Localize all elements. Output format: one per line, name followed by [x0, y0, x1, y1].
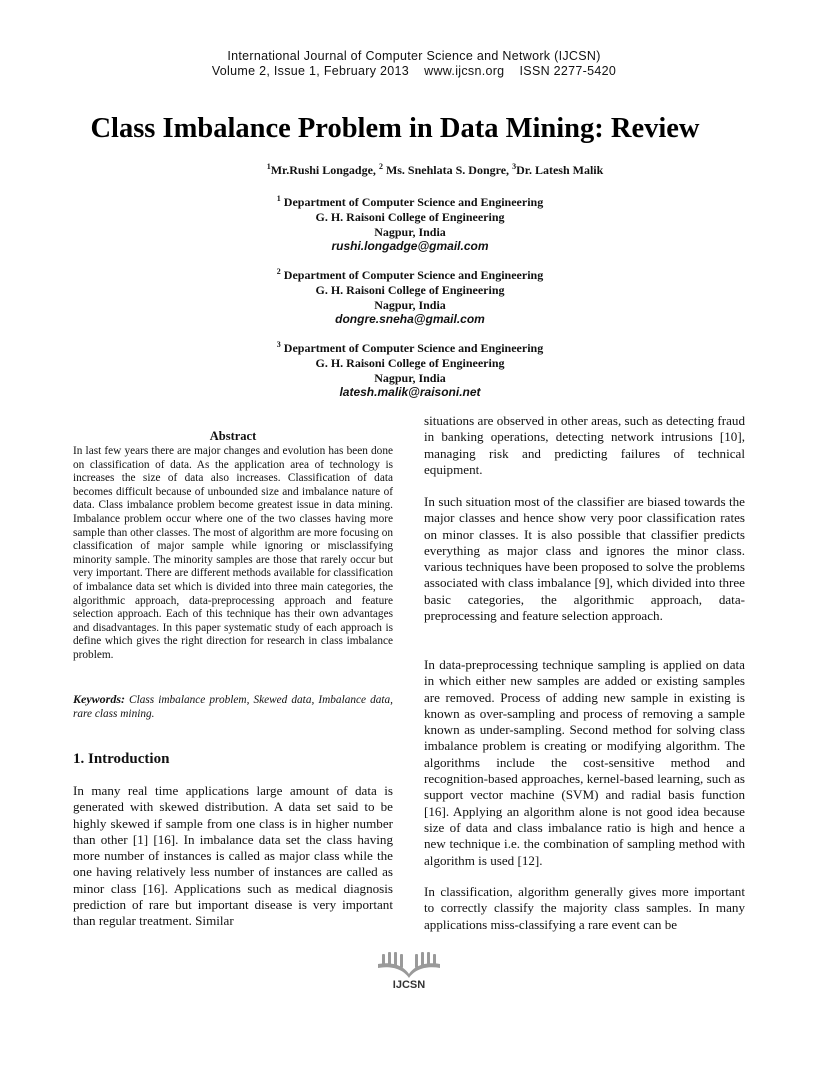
author-3-sup: 3 — [512, 162, 517, 171]
keywords-list: Class imbalance problem, Skewed data, Imbalance data, rare class mining. — [73, 694, 393, 720]
introduction-body: In many real time applications large amount of data is generated with skewed distribution. A data set said to be highly skewed if sample from one class is in higher number than other [1] [16]. In imbalance data set the class having more number of instances is called as major class while the one having relatively less number of instances are called as minor class [16]. Applications such as medical diagnosis prediction of rare but important disease is very important than regular treatment. Similar — [73, 783, 393, 929]
paper-title: Class Imbalance Problem in Data Mining: Review — [90, 113, 700, 144]
keywords — [73, 693, 393, 721]
keywords-label: Keywords: — [73, 692, 125, 706]
right-column-paragraph-4: In classification, algorithm generally gives more important to correctly classify the majority class samples. In many applications miss-classifying a rare event can be — [424, 884, 745, 932]
footer-logo-text: IJCSN — [392, 979, 426, 991]
journal-header-line2: Volume 2, Issue 1, February 2013 www.ijcsn.org ISSN 2277-5420 — [211, 64, 617, 78]
abstract-heading: Abstract — [209, 429, 257, 443]
affiliation-2-sup: 2 — [276, 267, 281, 276]
author-2-sup: 2 — [378, 162, 383, 171]
affiliation-1-dept: Department of Computer Science and Engineering — [280, 195, 544, 209]
affiliation-2-city: Nagpur, India — [374, 297, 446, 312]
right-column-paragraph-2: In such situation most of the classifier are biased towards the major classes and hence show very poor classification rates on minor classes. It is also possible that classifier predicts everything as major class and ignores the minor class. various techniques have been proposed to solve the problems associated with class imbalance [9], which divided into three basic categories, the algorithmic approach, data-preprocessing and feature selection approach. — [424, 494, 745, 624]
affiliation-3-sup: 3 — [276, 340, 281, 349]
affiliation-2-college: G. H. Raisoni College of Engineering — [315, 282, 505, 297]
abstract-body: In last few years there are major changes and evolution has been done on classification of data. As the application area of technology is increases the size of data also increases. Classification of data becomes difficult because of unbounded size and imbalance nature of data. Class imbalance problem become greatest issue in data mining. Imbalance problem occur where one of the two classes having more sample than other classes. The most of algorithm are more focusing on classification of major sample while ignoring or misclassifying minority sample. The minority samples are those that rarely occur but very important. There are different methods available for classification of imbalance data set which is divided into three main categories, the algorithmic approach, data-preprocessing approach and feature selection approach. Each of this technique has their own advantages and disadvantages. In this paper systematic study of each approach is define which gives the right direction for research in class imbalance problem. — [73, 445, 393, 661]
affiliation-3-email-link[interactable]: latesh.malik@raisoni.net — [339, 385, 481, 400]
affiliation-3 — [0, 338, 820, 400]
introduction-heading: 1. Introduction — [73, 751, 170, 767]
author-3-name: Dr. Latesh Malik — [516, 163, 604, 177]
affiliation-1-email-link[interactable]: rushi.longadge@gmail.com — [331, 239, 489, 254]
author-2-name: Ms. Snehlata S. Dongre, — [382, 163, 513, 177]
affiliation-2 — [0, 265, 820, 327]
right-column-paragraph-3: In data-preprocessing technique sampling is applied on data in which either new samples are added or existing samples are removed. Process of adding new sample in existing is known as over-sampling and process of removing a sample known as under-sampling. Second method for solving class imbalance problem is creating or modifying algorithm. The algorithms include the cost-sensitive method and recognition-based approaches, kernel-based learning, such as support vector machine (SVM) and radial basis function [16]. Applying an algorithm alone is not good idea because size of data and class imbalance ratio is high and hence a new technique i.e. the combination of sampling method with algorithm is used [12]. — [424, 657, 745, 868]
affiliation-1 — [0, 192, 820, 254]
affiliation-1-sup: 1 — [276, 194, 281, 203]
author-1-name: Mr.Rushi Longadge, — [270, 163, 379, 177]
right-column-paragraph-1: situations are observed in other areas, such as detecting fraud in banking operations, detecting network intrusions [10], managing risk and predicting failures of technical equipment. — [424, 413, 745, 477]
affiliation-3-dept: Department of Computer Science and Engineering — [280, 341, 544, 355]
affiliation-2-email-link[interactable]: dongre.sneha@gmail.com — [335, 312, 485, 327]
affiliation-1-college: G. H. Raisoni College of Engineering — [315, 209, 505, 224]
affiliation-3-college: G. H. Raisoni College of Engineering — [315, 355, 505, 370]
affiliation-3-city: Nagpur, India — [374, 370, 446, 385]
author-1-sup: 1 — [266, 162, 271, 171]
journal-header-line1: International Journal of Computer Science and Network (IJCSN) — [227, 49, 601, 63]
affiliation-1-city: Nagpur, India — [374, 224, 446, 239]
affiliation-2-dept: Department of Computer Science and Engineering — [280, 268, 544, 282]
author-list — [0, 162, 828, 178]
